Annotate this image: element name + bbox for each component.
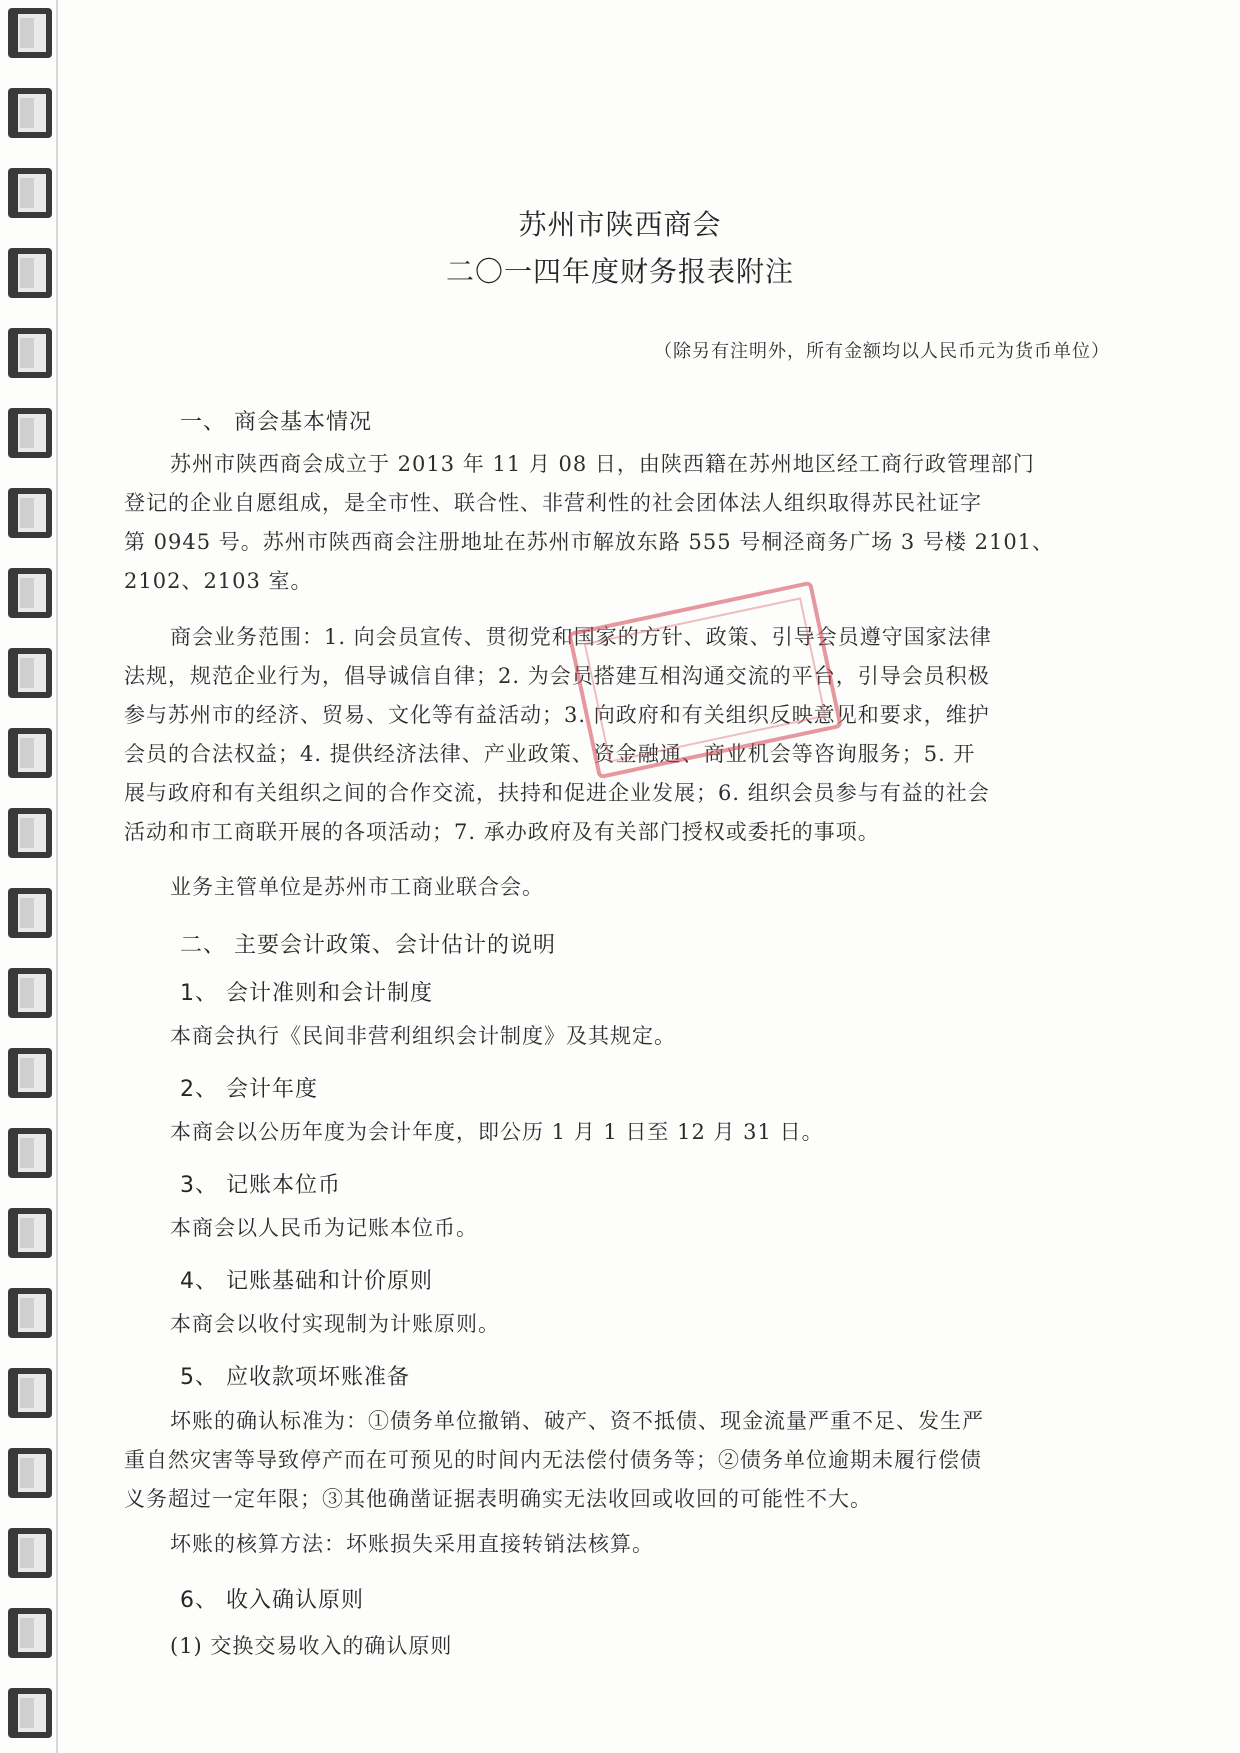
paragraph-line: 义务超过一定年限；③其他确凿证据表明确实无法收回或收回的可能性不大。: [124, 1487, 872, 1511]
paragraph-line: 坏账的确认标准为：①债务单位撤销、破产、资不抵债、现金流量严重不足、发生严: [170, 1409, 984, 1433]
binding-ring: [8, 1528, 52, 1578]
subsection-heading: 5、 应收款项坏账准备: [180, 1365, 410, 1390]
binding-ring: [8, 1368, 52, 1418]
subsection-heading: 2、 会计年度: [180, 1077, 318, 1102]
section1-intro-paragraph: [124, 445, 1104, 601]
paragraph-line: 本商会执行《民间非营利组织会计制度》及其规定。: [170, 1024, 676, 1048]
binding-ring: [8, 88, 52, 138]
paragraph-line: 本商会以公历年度为会计年度，即公历 1 月 1 日至 12 月 31 日。: [170, 1120, 824, 1144]
bad-debt-criteria-paragraph: [124, 1402, 1104, 1519]
paragraph-line: 法规，规范企业行为，倡导诚信自律；2. 为会员搭建互相沟通交流的平台，引导会员积极: [124, 664, 990, 688]
paragraph-line: 本商会以收付实现制为计账原则。: [170, 1312, 500, 1336]
subsection-heading: 3、 记账本位币: [180, 1173, 341, 1198]
bad-debt-method: [124, 1525, 1104, 1564]
section2-heading: 二、 主要会计政策、会计估计的说明: [180, 933, 556, 958]
paragraph-line: 本商会以人民币为记账本位币。: [170, 1216, 478, 1240]
subsection-heading: 1、 会计准则和会计制度: [180, 981, 433, 1006]
binding-ring: [8, 1608, 52, 1658]
paragraph-line: 商会业务范围：1. 向会员宣传、贯彻党和国家的方针、政策、引导会员遵守国家法律: [170, 625, 992, 649]
binding-ring: [8, 1448, 52, 1498]
binding-ring: [8, 968, 52, 1018]
binding-ring: [8, 1288, 52, 1338]
subsection-text: [124, 1113, 1104, 1152]
binding-ring: [8, 488, 52, 538]
paragraph-line: 苏州市陕西商会成立于 2013 年 11 月 08 日，由陕西籍在苏州地区经工商行政管理部门: [170, 452, 1035, 476]
subsection-heading: 6、 收入确认原则: [180, 1588, 364, 1613]
subsection-heading: 4、 记账基础和计价原则: [180, 1269, 433, 1294]
paragraph-line: 参与苏州市的经济、贸易、文化等有益活动；3. 向政府和有关组织反映意见和要求，维护: [124, 703, 990, 727]
binding-ring: [8, 888, 52, 938]
paragraph-line: (1) 交换交易收入的确认原则: [170, 1634, 453, 1658]
paragraph-line: 活动和市工商联开展的各项活动；7. 承办政府及有关部门授权或委托的事项。: [124, 820, 880, 844]
paragraph-line: 业务主管单位是苏州市工商业联合会。: [170, 875, 544, 899]
subsection-text: [124, 1017, 1104, 1056]
paragraph-line: 坏账的核算方法：坏账损失采用直接转销法核算。: [170, 1532, 654, 1556]
binding-ring: [8, 1128, 52, 1178]
paragraph-line: 展与政府和有关组织之间的合作交流，扶持和促进企业发展；6. 组织会员参与有益的社会: [124, 781, 990, 805]
paragraph-line: 第 0945 号。苏州市陕西商会注册地址在苏州市解放东路 555 号桐泾商务广场 3 号楼 2101、: [124, 530, 1055, 554]
paragraph-line: 登记的企业自愿组成，是全市性、联合性、非营利性的社会团体法人组织取得苏民社证字: [124, 491, 982, 515]
binding-ring: [8, 568, 52, 618]
section1-supervisor: [124, 868, 1104, 907]
document-title: 苏州市陕西商会: [518, 208, 722, 241]
binding-ring: [8, 408, 52, 458]
paragraph-line: 会员的合法权益；4. 提供经济法律、产业政策、资金融通、商业机会等咨询服务；5. 开: [124, 742, 976, 766]
subsection-text: [124, 1305, 1104, 1344]
binding-ring: [8, 728, 52, 778]
binding-ring: [8, 8, 52, 58]
binding-ring: [8, 1048, 52, 1098]
binding-ring: [8, 1688, 52, 1738]
revenue-subitem: [124, 1627, 1104, 1666]
document-subtitle: 二〇一四年度财务报表附注: [445, 255, 794, 288]
binding-ring: [8, 808, 52, 858]
subsection-text: [124, 1209, 1104, 1248]
binding-ring: [8, 1208, 52, 1258]
section1-heading: 一、 商会基本情况: [180, 410, 372, 435]
currency-note: （除另有注明外，所有金额均以人民币元为货币单位）: [654, 341, 1110, 362]
binding-ring: [8, 328, 52, 378]
paragraph-line: 重自然灾害等导致停产而在可预见的时间内无法偿付债务等；②债务单位逾期未履行偿债: [124, 1448, 982, 1472]
binding-ring: [8, 648, 52, 698]
paragraph-line: 2102、2103 室。: [124, 569, 313, 593]
